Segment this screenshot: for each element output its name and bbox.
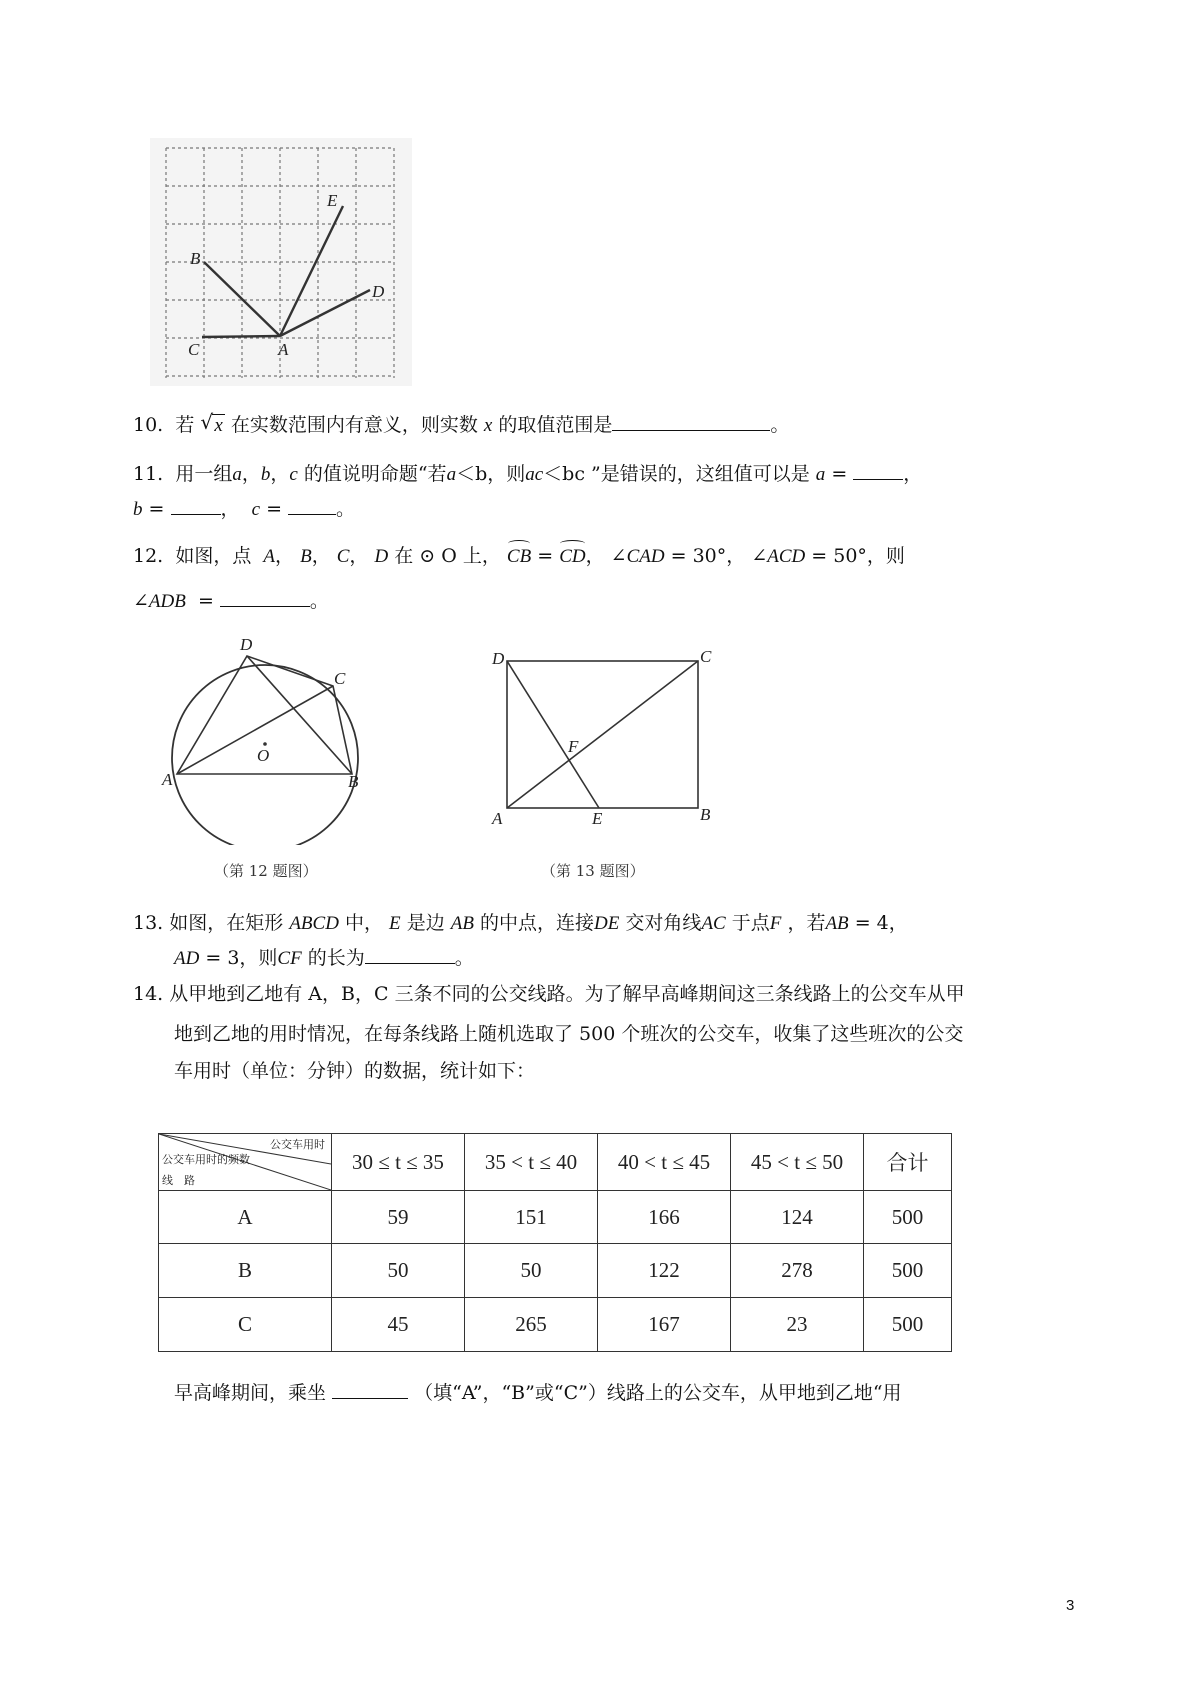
header-range-1: 30 ≤ t ≤ 35 bbox=[332, 1134, 465, 1191]
label-C: C bbox=[334, 669, 346, 688]
question-14-line3: 车用时（单位：分钟）的数据，统计如下： bbox=[174, 1060, 536, 1082]
table-cell: 50 bbox=[465, 1244, 598, 1298]
table-cell: 23 bbox=[731, 1298, 864, 1352]
label-O: O bbox=[257, 746, 270, 765]
question-12-line1: 12. 如图，点 A， B， C， D 在 ⊙ O 上， CB = CD， ∠CAD = 30°， ∠ACD = 50°，则 bbox=[133, 545, 905, 567]
question-13-line1: 13. 如图，在矩形 ABCD 中， E 是边 AB 的中点，连接DE 交对角线AC 于点F ，若AB = 4， bbox=[133, 912, 908, 934]
header-range-3: 40 < t ≤ 45 bbox=[598, 1134, 731, 1191]
page-number: 3 bbox=[1066, 1597, 1075, 1614]
label-D: D bbox=[492, 649, 505, 668]
label-E: E bbox=[327, 191, 338, 210]
answer-blank[interactable] bbox=[365, 945, 455, 964]
question-10: 10. 若 √ x 在实数范围内有意义，则实数 x 的取值范围是 。 bbox=[133, 410, 790, 436]
figure-12-caption: （第 12 题图） bbox=[214, 862, 318, 880]
circle-figure bbox=[160, 630, 370, 845]
corner-label-top: 公交车用时 bbox=[270, 1139, 325, 1151]
table-cell: 122 bbox=[598, 1244, 731, 1298]
answer-blank[interactable] bbox=[612, 412, 770, 431]
question-number: 13. bbox=[133, 912, 164, 934]
table-cell: 265 bbox=[465, 1298, 598, 1352]
label-A: A bbox=[278, 340, 289, 359]
question-14-line1: 14. 从甲地到乙地有 A，B，C 三条不同的公交线路。为了解早高峰期间这三条线路上的公交车从甲 bbox=[133, 983, 965, 1005]
rectangle-figure bbox=[488, 644, 724, 834]
table-cell: 167 bbox=[598, 1298, 731, 1352]
table-corner-cell bbox=[159, 1134, 332, 1191]
answer-blank-c[interactable] bbox=[288, 496, 336, 515]
table-cell: 50 bbox=[332, 1244, 465, 1298]
question-number: 10. bbox=[133, 414, 164, 436]
answer-blank[interactable] bbox=[332, 1380, 408, 1399]
label-B: B bbox=[348, 772, 359, 791]
label-B: B bbox=[700, 805, 711, 824]
question-14-tail: 早高峰期间，乘坐 （填“A”，“B”或“C”）线路上的公交车，从甲地到乙地“用 bbox=[174, 1382, 902, 1404]
table-cell: 500 bbox=[864, 1298, 952, 1352]
table-row bbox=[159, 1298, 952, 1352]
table-cell: 500 bbox=[864, 1191, 952, 1244]
route-label: C bbox=[159, 1298, 332, 1352]
corner-label-bottom: 线 路 bbox=[162, 1175, 195, 1187]
label-A: A bbox=[492, 809, 503, 828]
question-14-line2: 地到乙地的用时情况，在每条线路上随机选取了 500 个班次的公交车，收集了这些班次的公交 bbox=[174, 1023, 964, 1045]
label-C: C bbox=[188, 340, 200, 359]
table-cell: 45 bbox=[332, 1298, 465, 1352]
corner-label-mid: 公交车用时的频数 bbox=[162, 1154, 250, 1166]
answer-blank-b[interactable] bbox=[171, 496, 221, 515]
question-number: 14. bbox=[133, 983, 164, 1005]
label-E: E bbox=[592, 809, 603, 828]
question-number: 12. bbox=[133, 545, 164, 567]
figure-13-caption: （第 13 题图） bbox=[541, 862, 645, 880]
table-cell: 278 bbox=[731, 1244, 864, 1298]
sqrt-expression: √ x bbox=[200, 410, 223, 436]
table-row bbox=[159, 1244, 952, 1298]
arc-CB: CB bbox=[506, 546, 532, 567]
answer-blank-a[interactable] bbox=[853, 461, 903, 480]
table-cell: 124 bbox=[731, 1191, 864, 1244]
label-D: D bbox=[240, 635, 253, 654]
question-11-line1: 11. 用一组a，b，c 的值说明命题“若a＜b，则ac＜bc ”是错误的，这组值可以是 a = ， bbox=[133, 463, 923, 485]
header-range-2: 35 < t ≤ 40 bbox=[465, 1134, 598, 1191]
table-cell: 59 bbox=[332, 1191, 465, 1244]
question-13-line2: AD = 3，则CF 的长为 。 bbox=[174, 947, 474, 969]
header-range-4: 45 < t ≤ 50 bbox=[731, 1134, 864, 1191]
table-cell: 166 bbox=[598, 1191, 731, 1244]
table-row bbox=[159, 1191, 952, 1244]
question-number: 11. bbox=[133, 463, 164, 485]
route-label: B bbox=[159, 1244, 332, 1298]
label-C: C bbox=[700, 647, 712, 666]
label-D: D bbox=[372, 282, 385, 301]
frequency-table bbox=[158, 1133, 952, 1352]
header-total: 合计 bbox=[864, 1134, 952, 1191]
answer-blank[interactable] bbox=[220, 588, 310, 607]
question-12-line2: ∠ADB = 。 bbox=[133, 590, 329, 612]
label-F: F bbox=[568, 737, 579, 756]
question-11-line2: b = ， c = 。 bbox=[133, 498, 356, 520]
label-A: A bbox=[162, 770, 173, 789]
table-cell: 151 bbox=[465, 1191, 598, 1244]
table-cell: 500 bbox=[864, 1244, 952, 1298]
grid-figure bbox=[150, 138, 412, 386]
label-B: B bbox=[190, 249, 201, 268]
arc-CD: CD bbox=[559, 546, 586, 567]
route-label: A bbox=[159, 1191, 332, 1244]
